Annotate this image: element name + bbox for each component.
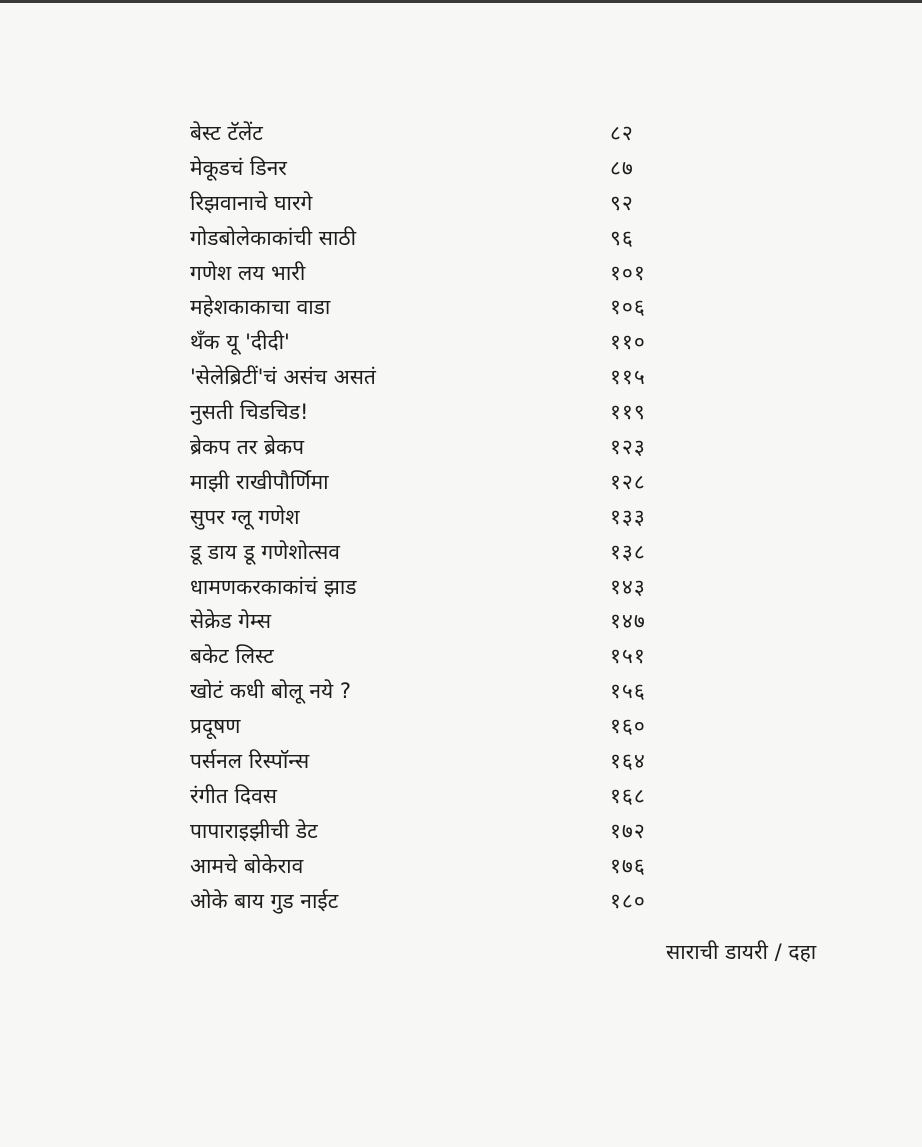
- toc-entry: [190, 709, 670, 744]
- toc-entry-page-number: १२८: [610, 469, 646, 494]
- toc-entry-title: ओके बाय गुड नाईट: [190, 888, 339, 913]
- toc-entry: [190, 430, 670, 465]
- toc-entry-page-number: १८०: [610, 888, 646, 913]
- toc-entry-page-number: १२३: [610, 435, 646, 460]
- toc-entry: [190, 744, 670, 779]
- toc-entry: [190, 186, 670, 221]
- toc-entry-page-number: ११०: [610, 330, 646, 355]
- toc-entry-page-number: १०१: [610, 260, 646, 285]
- toc-entry-title: बेस्ट टॅलेंट: [190, 121, 263, 145]
- toc-entry-title: 'सेलेब्रिटीं'चं असंच असतं: [190, 365, 376, 390]
- toc-entry-page-number: ८२: [610, 121, 634, 145]
- toc-entry-title: थँक यू 'दीदी': [190, 330, 290, 355]
- toc-entry-title: रिझवानाचे घारगे: [190, 190, 313, 215]
- toc-entry-title: गोडबोलेकाकांची साठी: [190, 225, 357, 250]
- toc-entry-page-number: १७६: [610, 853, 646, 878]
- toc-entry-page-number: ८७: [610, 155, 634, 180]
- toc-entry-title: रंगीत दिवस: [190, 783, 277, 808]
- toc-entry: [190, 151, 670, 186]
- toc-entry-title: माझी राखीपौर्णिमा: [190, 469, 329, 494]
- toc-entry-page-number: १४७: [610, 609, 646, 634]
- toc-entry: [190, 360, 670, 395]
- toc-entry-page-number: ११९: [610, 400, 646, 425]
- toc-entry: [190, 849, 670, 884]
- toc-entry-page-number: १५१: [610, 644, 646, 669]
- toc-entry: [190, 604, 670, 639]
- page-footer: साराची डायरी / दहा: [666, 940, 817, 964]
- toc-entry-page-number: १६०: [610, 714, 646, 739]
- toc-entry: [190, 116, 670, 151]
- toc-entry-page-number: १४३: [610, 574, 646, 599]
- toc-entry-title: डू डाय डू गणेशोत्सव: [190, 539, 340, 564]
- toc-entry: [190, 290, 670, 325]
- toc-entry-title: गणेश लय भारी: [190, 260, 306, 285]
- toc-entry-page-number: ९६: [610, 225, 634, 250]
- toc-entry-title: धामणकरकाकांचं झाड: [190, 574, 357, 599]
- toc-entry: [190, 221, 670, 256]
- toc-entry-page-number: ११५: [610, 365, 646, 390]
- toc-entry: [190, 535, 670, 570]
- toc-entry: [190, 395, 670, 430]
- toc-entry: [190, 570, 670, 605]
- toc-entry-page-number: १६८: [610, 783, 646, 808]
- toc-entry: [190, 674, 670, 709]
- toc-entry-page-number: १५६: [610, 679, 646, 704]
- toc-entry: [190, 325, 670, 360]
- toc-entry-page-number: ९२: [610, 190, 634, 215]
- table-of-contents: [190, 116, 670, 918]
- toc-entry-title: पर्सनल रिस्पॉन्स: [190, 749, 310, 774]
- toc-entry-title: प्रदूषण: [190, 714, 241, 739]
- toc-entry-page-number: १०६: [610, 295, 646, 320]
- toc-entry-page-number: १६४: [610, 749, 646, 774]
- toc-entry-page-number: १३३: [610, 504, 646, 529]
- toc-entry-title: पापाराइझीची डेट: [190, 818, 318, 843]
- toc-entry-title: सुपर ग्लू गणेश: [190, 504, 300, 529]
- toc-entry-title: बकेट लिस्ट: [190, 644, 274, 669]
- toc-entry: [190, 256, 670, 291]
- toc-entry-title: मेकूडचं डिनर: [190, 155, 287, 180]
- toc-entry-title: महेशकाकाचा वाडा: [190, 295, 331, 320]
- toc-entry: [190, 814, 670, 849]
- toc-entry-page-number: १३८: [610, 539, 646, 564]
- toc-entry: [190, 884, 670, 919]
- toc-entry-title: सेक्रेड गेम्स: [190, 609, 272, 634]
- toc-entry-title: नुसती चिडचिड!: [190, 400, 309, 425]
- toc-entry-title: आमचे बोकेराव: [190, 853, 304, 878]
- toc-entry-title: खोटं कधी बोलू नये ?: [190, 679, 352, 704]
- toc-entry: [190, 500, 670, 535]
- page-top-edge: [0, 0, 922, 3]
- toc-entry: [190, 639, 670, 674]
- toc-entry-page-number: १७२: [610, 818, 646, 843]
- toc-entry-title: ब्रेकप तर ब्रेकप: [190, 435, 305, 460]
- toc-entry: [190, 465, 670, 500]
- toc-entry: [190, 779, 670, 814]
